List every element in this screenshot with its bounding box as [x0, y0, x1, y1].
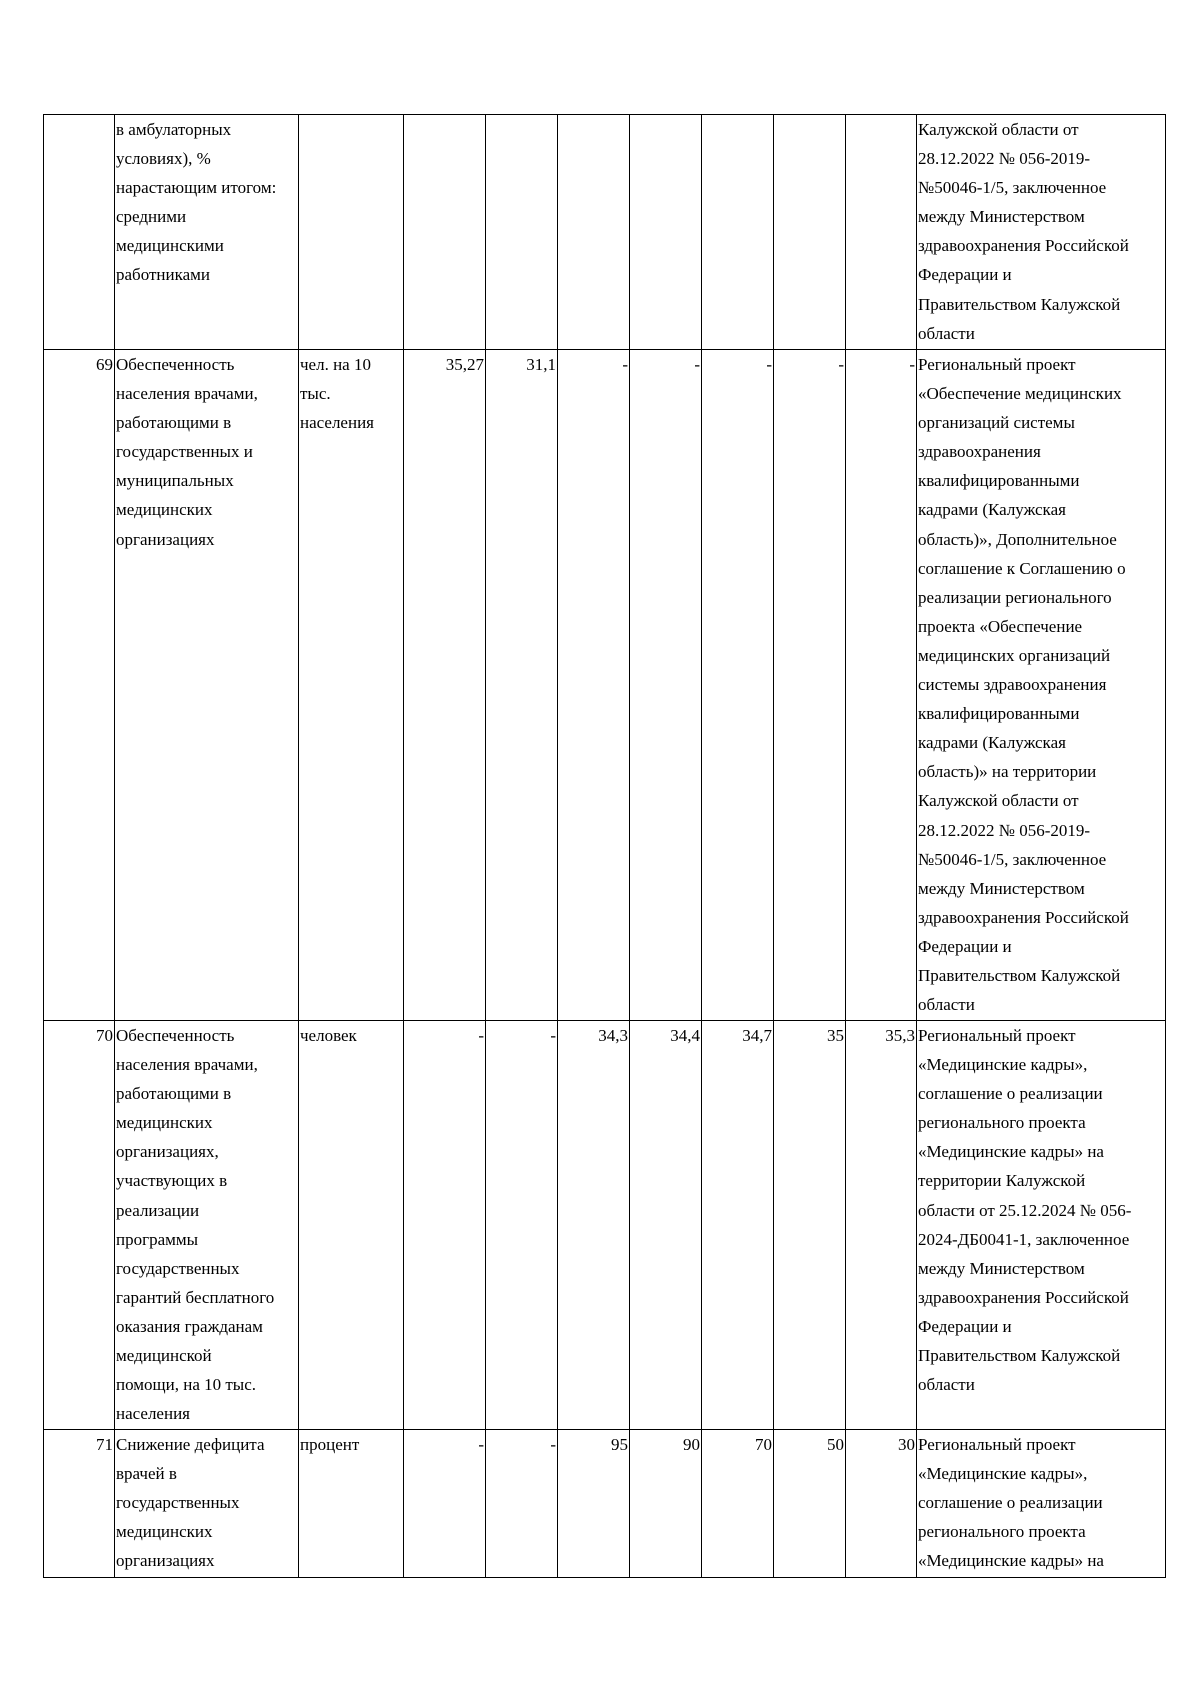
text-line: квалифицированными [918, 704, 1080, 724]
source-cell [917, 1021, 1166, 1430]
text-line: работающими в [116, 413, 232, 433]
text-line: кадрами (Калужская [918, 500, 1066, 520]
text-line: Федерации и [918, 1316, 1012, 1336]
text-line: Правительством Калужской [918, 1346, 1121, 1366]
text-line: «Медицинские кадры» на [918, 1551, 1104, 1571]
value-cell: - [486, 1021, 558, 1430]
text-line: чел. на 10 [300, 355, 371, 374]
text-line: медицинскими [116, 236, 224, 256]
value-cell [404, 115, 486, 350]
text-line: медицинских [116, 1113, 213, 1133]
text-line: №50046-1/5, заключенное [918, 178, 1107, 198]
text-line: процент [300, 1435, 360, 1454]
indicator-name-cell [115, 115, 299, 350]
indicator-name-cell [115, 1430, 299, 1578]
text-line: территории Калужской [918, 1171, 1086, 1191]
source-cell [917, 115, 1166, 350]
text-line: соглашение о реализации [918, 1084, 1103, 1104]
row-number-cell: 69 [44, 350, 115, 1021]
text-line: организаций системы [918, 413, 1075, 433]
value-cell: 34,3 [558, 1021, 630, 1430]
table-row [44, 115, 1166, 350]
text-line: медицинских организаций [918, 645, 1111, 665]
unit-cell [299, 115, 404, 350]
text-line: средними [116, 207, 187, 227]
row-number-cell: 70 [44, 1021, 115, 1430]
source-cell [917, 1430, 1166, 1578]
text-line: соглашение к Соглашению о [918, 558, 1126, 578]
text-line: населения [116, 1404, 190, 1424]
text-line: оказания гражданам [116, 1316, 263, 1336]
value-cell: - [404, 1021, 486, 1430]
text-line: Правительством Калужской [918, 294, 1121, 314]
value-cell: 70 [702, 1430, 774, 1578]
text-line: государственных и [116, 442, 253, 462]
value-cell [486, 115, 558, 350]
text-line: программы [116, 1229, 199, 1249]
text-line: «Медицинские кадры» на [918, 1142, 1104, 1162]
text-line: Калужской области от [918, 791, 1079, 811]
text-line: области от 25.12.2024 № 056- [918, 1200, 1132, 1220]
text-line: области [918, 1375, 975, 1395]
text-line: врачей в [116, 1464, 177, 1484]
text-line: работниками [116, 265, 210, 285]
text-line: Федерации и [918, 936, 1012, 956]
text-line: медицинских [116, 1522, 213, 1542]
text-line: нарастающим итогом: [116, 178, 277, 198]
text-line: проекта «Обеспечение [918, 616, 1083, 636]
unit-cell [299, 350, 404, 1021]
text-line: между Министерством [918, 207, 1085, 227]
text-line: «Медицинские кадры», [918, 1464, 1088, 1484]
value-cell: 95 [558, 1430, 630, 1578]
table-row [44, 1430, 1166, 1578]
text-line: между Министерством [918, 878, 1085, 898]
text-line: населения врачами, [116, 384, 258, 404]
value-cell [702, 115, 774, 350]
text-line: организациях, [116, 1142, 219, 1162]
row-number-cell [44, 115, 115, 350]
text-line: здравоохранения Российской [918, 236, 1129, 256]
text-line: системы здравоохранения [918, 675, 1107, 695]
text-line: государственных [116, 1493, 240, 1513]
text-line: участвующих в [116, 1171, 228, 1191]
value-cell: 31,1 [486, 350, 558, 1021]
value-cell: - [774, 350, 846, 1021]
text-line: тыс. [300, 384, 331, 404]
indicators-table [43, 114, 1166, 1578]
text-line: области [918, 323, 975, 343]
text-line: помощи, на 10 тыс. [116, 1375, 257, 1395]
value-cell: - [558, 350, 630, 1021]
text-line: организациях [116, 529, 215, 549]
text-line: регионального проекта [918, 1522, 1086, 1542]
row-number-cell: 71 [44, 1430, 115, 1578]
text-line: регионального проекта [918, 1113, 1086, 1133]
value-cell [774, 115, 846, 350]
text-line: 28.12.2022 № 056-2019- [918, 149, 1091, 169]
indicator-name-cell [115, 1021, 299, 1430]
value-cell: 50 [774, 1430, 846, 1578]
text-line: область)», Дополнительное [918, 529, 1117, 549]
value-cell: 34,4 [630, 1021, 702, 1430]
value-cell: 35 [774, 1021, 846, 1430]
text-line: Федерации и [918, 265, 1012, 285]
text-line: 28.12.2022 № 056-2019- [918, 820, 1091, 840]
unit-cell [299, 1430, 404, 1578]
text-line: №50046-1/5, заключенное [918, 849, 1107, 869]
text-line: государственных [116, 1258, 240, 1278]
indicator-name-cell [115, 350, 299, 1021]
text-line: соглашение о реализации [918, 1493, 1103, 1513]
text-line: муниципальных [116, 471, 234, 491]
text-line: области [918, 995, 975, 1015]
text-line: квалифицированными [918, 471, 1080, 491]
text-line: медицинских [116, 500, 213, 520]
text-line: здравоохранения Российской [918, 1287, 1129, 1307]
text-line: Обеспеченность [116, 355, 235, 374]
value-cell [558, 115, 630, 350]
text-line: Обеспеченность [116, 1026, 235, 1045]
value-cell [846, 115, 917, 350]
value-cell: 35,27 [404, 350, 486, 1021]
text-line: условиях), % [116, 149, 211, 169]
text-line: работающими в [116, 1084, 232, 1104]
text-line: человек [300, 1026, 357, 1045]
text-line: Калужской области от [918, 120, 1079, 139]
text-line: населения [300, 413, 374, 433]
text-line: Региональный проект [918, 1435, 1076, 1454]
value-cell: 90 [630, 1430, 702, 1578]
text-line: Правительством Калужской [918, 965, 1121, 985]
text-line: Региональный проект [918, 355, 1076, 374]
text-line: 2024-ДБ0041-1, заключенное [918, 1229, 1130, 1249]
text-line: населения врачами, [116, 1055, 258, 1075]
value-cell: 34,7 [702, 1021, 774, 1430]
value-cell [630, 115, 702, 350]
text-line: организациях [116, 1551, 215, 1571]
value-cell: 30 [846, 1430, 917, 1578]
value-cell: - [630, 350, 702, 1021]
text-line: здравоохранения [918, 442, 1041, 462]
table-row [44, 1021, 1166, 1430]
text-line: кадрами (Калужская [918, 733, 1066, 753]
text-line: медицинской [116, 1346, 212, 1366]
value-cell: - [486, 1430, 558, 1578]
value-cell: 35,3 [846, 1021, 917, 1430]
source-cell [917, 350, 1166, 1021]
text-line: реализации регионального [918, 587, 1112, 607]
text-line: Региональный проект [918, 1026, 1076, 1045]
table-row [44, 350, 1166, 1021]
text-line: реализации [116, 1200, 200, 1220]
text-line: область)» на территории [918, 762, 1097, 782]
text-line: в амбулаторных [116, 120, 232, 139]
value-cell: - [702, 350, 774, 1021]
text-line: «Обеспечение медицинских [918, 384, 1122, 404]
unit-cell [299, 1021, 404, 1430]
text-line: гарантий бесплатного [116, 1287, 275, 1307]
text-line: между Министерством [918, 1258, 1085, 1278]
value-cell: - [404, 1430, 486, 1578]
text-line: «Медицинские кадры», [918, 1055, 1088, 1075]
value-cell: - [846, 350, 917, 1021]
text-line: Снижение дефицита [116, 1435, 265, 1454]
text-line: здравоохранения Российской [918, 907, 1129, 927]
